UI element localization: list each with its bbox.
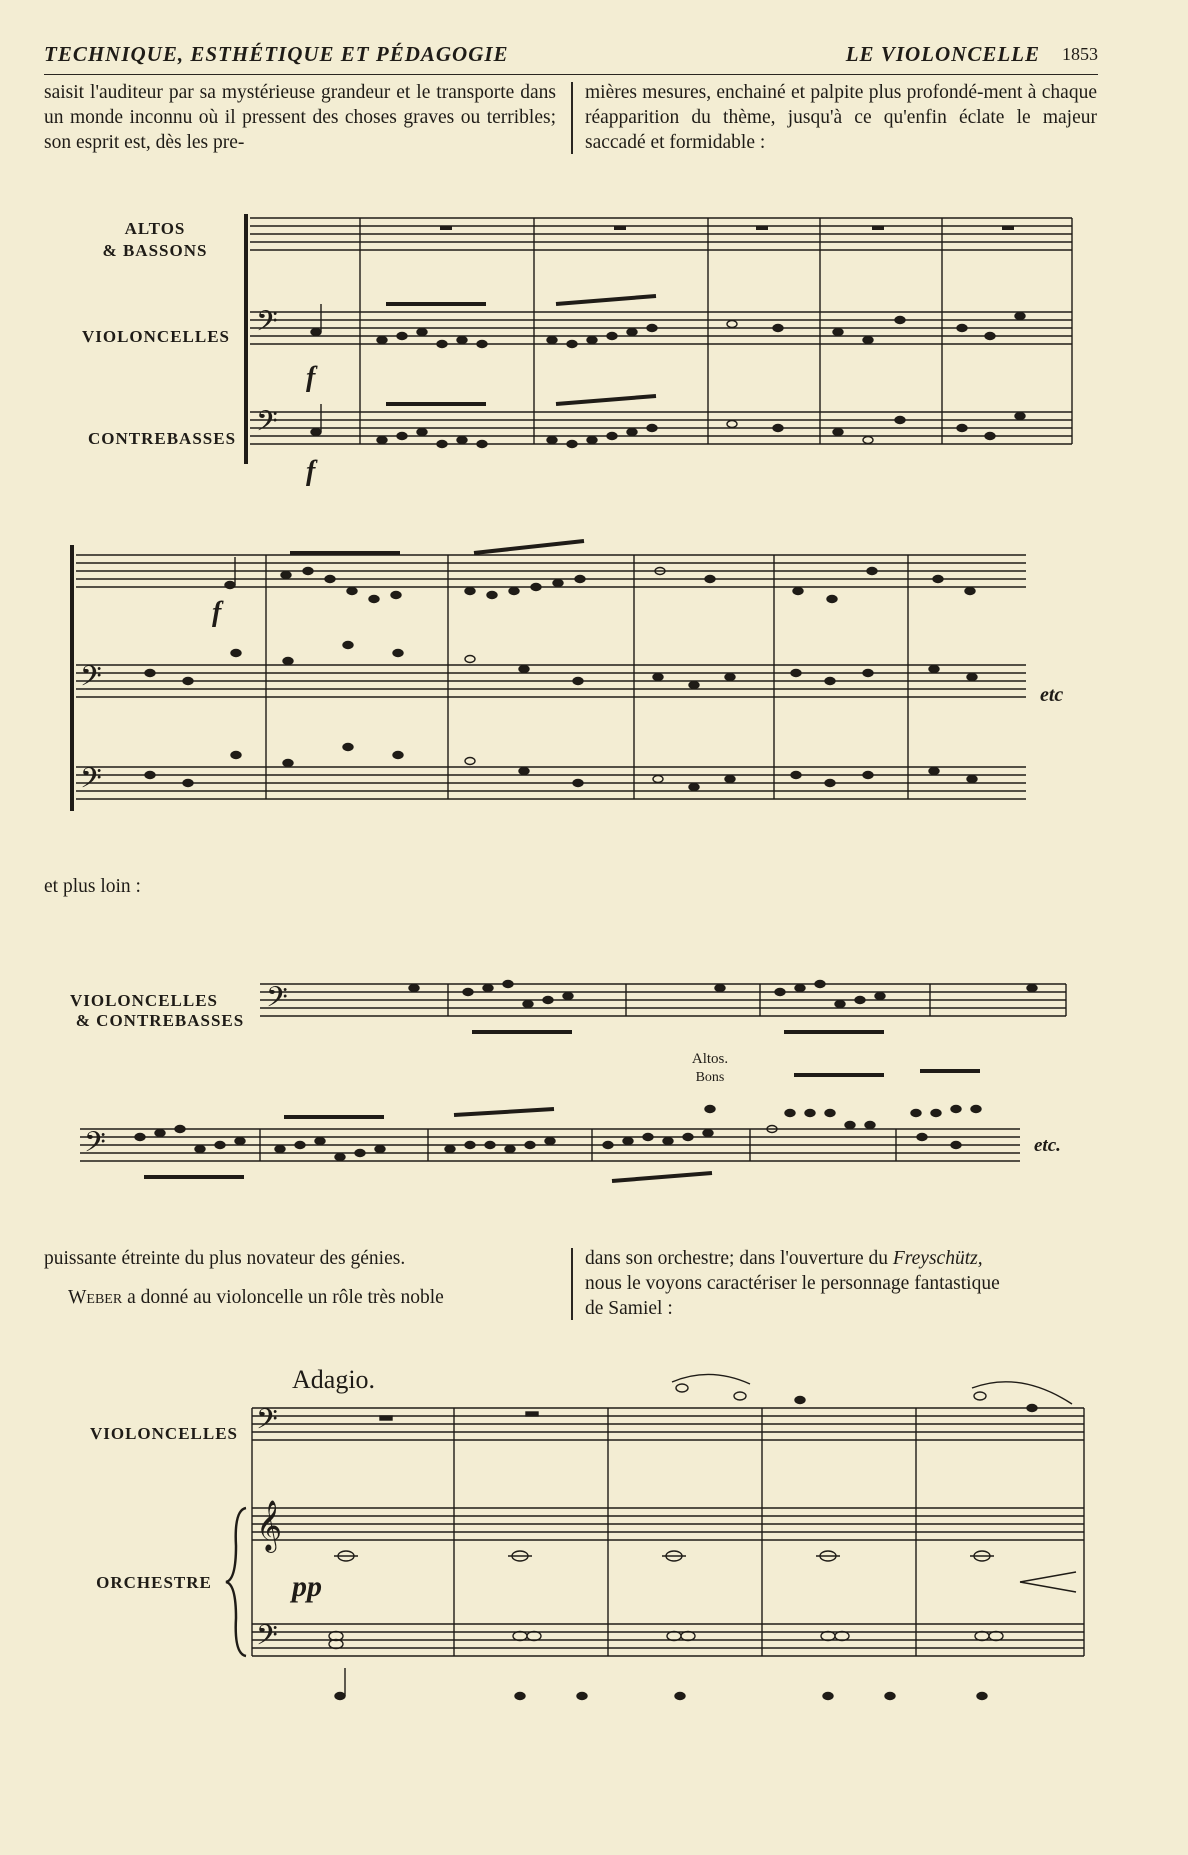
notes-vc-cb — [409, 981, 1037, 1033]
bass-clef-icon: 𝄢 — [256, 307, 278, 344]
staff-contrebasses — [76, 767, 1026, 799]
notes-violoncelles — [380, 1374, 1072, 1420]
label-violoncelles: VIOLONCELLES — [89, 1424, 239, 1443]
staff-contrebasses — [250, 412, 1072, 444]
dynamic-forte: f — [306, 362, 316, 393]
bass-clef-icon: 𝄢 — [80, 764, 102, 801]
bass-clef-icon: 𝄢 — [80, 662, 102, 699]
notes-orchestre-treble — [334, 1551, 1076, 1592]
etc-mark: etc — [1040, 684, 1064, 706]
caption-et-plus-loin: et plus loin : — [44, 876, 141, 897]
middle-paragraph-right-2: nous le voyons caractériser le personnage fantastique — [585, 1273, 1000, 1294]
middle-paragraph-right-1 — [585, 1246, 1097, 1271]
notes-line-2 — [135, 1071, 981, 1181]
bass-clef-icon: 𝄢 — [256, 1621, 278, 1658]
label-violoncelles: VIOLONCELLES — [69, 991, 219, 1010]
staff-violoncelles — [250, 312, 1072, 344]
label-bassons: & BASSONS — [102, 241, 208, 260]
staff-violoncelles — [252, 1408, 1084, 1440]
middle-paragraph-left-2 — [44, 1285, 556, 1310]
notes-orchestre-bass — [329, 1632, 1003, 1700]
column-divider — [571, 82, 573, 154]
cue-altos: Altos. — [691, 1051, 729, 1067]
music-example-1-continued — [60, 535, 1120, 825]
top-paragraph-left: saisit l'auditeur par sa mystérieuse grandeur et le transporte dans un monde inconnu où il pressent des choses graves ou terribles; son esprit est, dès les pre- — [44, 82, 556, 153]
label-contrebasses: CONTREBASSES — [87, 429, 237, 448]
middle-text-left-column — [44, 1246, 556, 1310]
music-example-2-line-1 — [60, 970, 1120, 1050]
dynamic-pianissimo: pp — [292, 1570, 322, 1603]
running-header — [44, 42, 1098, 75]
top-paragraph-right: mières mesures, enchainé et palpite plus profondé-ment à chaque réapparition du thème, jusqu'à ce qu'enfin éclate le majeur saccadé et formidable : — [585, 82, 1097, 153]
middle-paragraph-right-3: de Samiel : — [585, 1298, 673, 1319]
notes-violoncelles — [311, 296, 1025, 348]
barlines — [266, 555, 908, 799]
header-chapter-title: LE VIOLONCELLE — [845, 42, 1040, 66]
middle-paragraph-left-1: puissante étreinte du plus novateur des génies. — [44, 1248, 406, 1269]
bass-clef-icon: 𝄢 — [84, 1128, 106, 1165]
middle-text-fragment: a donné au violoncelle un rôle très noble — [122, 1287, 444, 1308]
top-text-left-column — [44, 80, 556, 155]
staff-vc-cb — [260, 984, 1066, 1016]
staff-altos — [76, 555, 1026, 587]
staff-orchestre-treble — [252, 1508, 1084, 1540]
music-example-1 — [60, 200, 1120, 490]
staff-violoncelles — [76, 665, 1026, 697]
label-contrebasses: & CONTREBASSES — [75, 1011, 245, 1030]
music-example-3 — [60, 1360, 1120, 1720]
staff-altos — [250, 218, 1072, 250]
notes-altos — [225, 541, 975, 603]
bass-clef-icon: 𝄢 — [266, 983, 288, 1020]
header-section-title: TECHNIQUE, ESTHÉTIQUE ET PÉDAGOGIE — [44, 42, 509, 66]
column-divider — [571, 1248, 573, 1320]
dynamic-forte: f — [212, 597, 222, 628]
bass-clef-icon: 𝄢 — [256, 1405, 278, 1442]
music-example-2-line-2 — [60, 1045, 1120, 1195]
dynamic-forte: f — [306, 456, 316, 487]
label-orchestre: ORCHESTRE — [96, 1573, 212, 1592]
tempo-marking: Adagio. — [292, 1365, 376, 1394]
notes-contrebasses — [311, 396, 1025, 448]
cue-bassons: Bons — [695, 1070, 725, 1085]
opera-title: Freyschütz, — [892, 1248, 983, 1269]
label-violoncelles: VIOLONCELLES — [81, 327, 231, 346]
etc-mark: etc. — [1034, 1135, 1061, 1156]
bass-clef-icon: 𝄢 — [256, 407, 278, 444]
orchestre-brace — [226, 1508, 246, 1656]
staff-orchestre-bass — [252, 1624, 1084, 1656]
middle-text-right-column — [585, 1246, 1097, 1321]
label-altos: ALTOS — [124, 219, 186, 238]
page-number: 1853 — [1062, 44, 1098, 64]
composer-name: Weber — [68, 1287, 123, 1308]
treble-clef-icon: 𝄞 — [256, 1501, 283, 1550]
middle-text-fragment: dans son orchestre; dans l'ouverture du — [585, 1248, 893, 1269]
top-text-right-column — [585, 80, 1097, 155]
